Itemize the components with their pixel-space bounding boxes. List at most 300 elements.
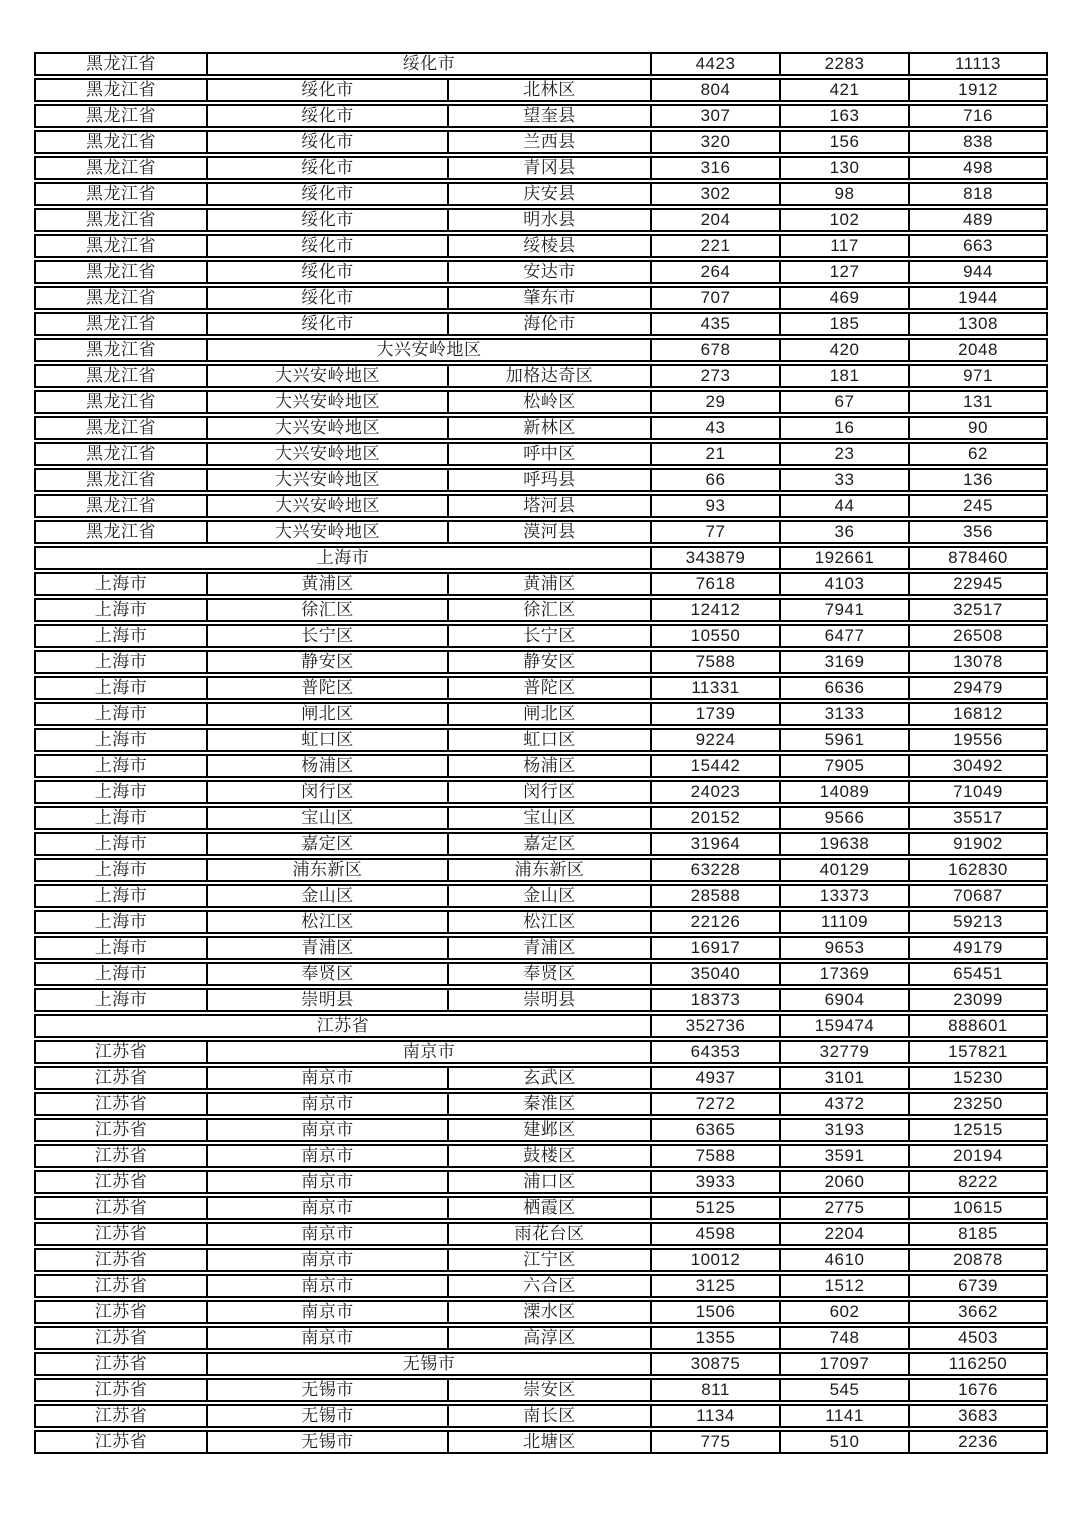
table-row bbox=[34, 1144, 1048, 1168]
city-cell: 虹口区 bbox=[206, 730, 447, 750]
value-cell-2: 33 bbox=[779, 470, 908, 490]
value-cell-3: 30492 bbox=[908, 756, 1046, 776]
value-cell-3: 4503 bbox=[908, 1328, 1046, 1348]
district-cell: 新林区 bbox=[447, 418, 650, 438]
district-cell: 虹口区 bbox=[447, 730, 650, 750]
value-cell-3: 70687 bbox=[908, 886, 1046, 906]
value-cell-3: 116250 bbox=[908, 1354, 1046, 1374]
value-cell-1: 20152 bbox=[650, 808, 779, 828]
value-cell-3: 2048 bbox=[908, 340, 1046, 360]
district-cell: 雨花台区 bbox=[447, 1224, 650, 1244]
value-cell-3: 35517 bbox=[908, 808, 1046, 828]
city-cell: 黄浦区 bbox=[206, 574, 447, 594]
value-cell-1: 15442 bbox=[650, 756, 779, 776]
district-cell: 浦口区 bbox=[447, 1172, 650, 1192]
district-cell: 普陀区 bbox=[447, 678, 650, 698]
value-cell-1: 3933 bbox=[650, 1172, 779, 1192]
table-row bbox=[34, 1066, 1048, 1090]
city-cell: 南京市 bbox=[206, 1120, 447, 1140]
table-row bbox=[34, 702, 1048, 726]
value-cell-2: 159474 bbox=[779, 1016, 908, 1036]
city-cell: 绥化市 bbox=[206, 184, 447, 204]
province-cell: 江苏省 bbox=[94, 1276, 148, 1295]
value-cell-2: 5961 bbox=[779, 730, 908, 750]
city-cell: 无锡市 bbox=[206, 1406, 447, 1426]
value-cell-3: 71049 bbox=[908, 782, 1046, 802]
table-row bbox=[34, 234, 1048, 258]
table-row bbox=[34, 338, 1048, 362]
city-cell: 嘉定区 bbox=[206, 834, 447, 854]
city-cell: 南京市 bbox=[206, 1250, 447, 1270]
province-cell: 上海市 bbox=[94, 704, 148, 723]
city-cell: 南京市 bbox=[206, 1146, 447, 1166]
value-cell-2: 32779 bbox=[779, 1042, 908, 1062]
district-cell: 金山区 bbox=[447, 886, 650, 906]
city-cell: 南京市 bbox=[206, 1172, 447, 1192]
value-cell-3: 131 bbox=[908, 392, 1046, 412]
value-cell-1: 273 bbox=[650, 366, 779, 386]
district-cell: 塔河县 bbox=[447, 496, 650, 516]
province-cell: 江苏省 bbox=[94, 1328, 148, 1347]
value-cell-3: 878460 bbox=[908, 548, 1046, 568]
province-cell: 江苏省 bbox=[94, 1302, 148, 1321]
province-cell: 黑龙江省 bbox=[86, 340, 156, 359]
value-cell-2: 1512 bbox=[779, 1276, 908, 1296]
table-row bbox=[34, 572, 1048, 596]
district-cell: 嘉定区 bbox=[447, 834, 650, 854]
value-cell-1: 21 bbox=[650, 444, 779, 464]
province-cell: 黑龙江省 bbox=[86, 392, 156, 411]
value-cell-1: 43 bbox=[650, 418, 779, 438]
table-row bbox=[34, 1274, 1048, 1298]
value-cell-3: 944 bbox=[908, 262, 1046, 282]
value-cell-3: 90 bbox=[908, 418, 1046, 438]
table-row bbox=[34, 754, 1048, 778]
value-cell-1: 7618 bbox=[650, 574, 779, 594]
value-cell-2: 4372 bbox=[779, 1094, 908, 1114]
value-cell-1: 204 bbox=[650, 210, 779, 230]
table-row bbox=[34, 156, 1048, 180]
value-cell-2: 17097 bbox=[779, 1354, 908, 1374]
province-cell: 江苏省 bbox=[94, 1380, 148, 1399]
value-cell-3: 16812 bbox=[908, 704, 1046, 724]
city-cell: 静安区 bbox=[206, 652, 447, 672]
value-cell-3: 26508 bbox=[908, 626, 1046, 646]
district-cell: 六合区 bbox=[447, 1276, 650, 1296]
city-cell: 大兴安岭地区 bbox=[206, 366, 447, 386]
value-cell-2: 6636 bbox=[779, 678, 908, 698]
value-cell-2: 469 bbox=[779, 288, 908, 308]
value-cell-3: 136 bbox=[908, 470, 1046, 490]
province-cell: 黑龙江省 bbox=[86, 444, 156, 463]
value-cell-2: 98 bbox=[779, 184, 908, 204]
value-cell-3: 1676 bbox=[908, 1380, 1046, 1400]
table-row bbox=[34, 1352, 1048, 1376]
district-cell: 江宁区 bbox=[447, 1250, 650, 1270]
value-cell-2: 36 bbox=[779, 522, 908, 542]
table-row bbox=[34, 1170, 1048, 1194]
value-cell-2: 6904 bbox=[779, 990, 908, 1010]
value-cell-3: 716 bbox=[908, 106, 1046, 126]
value-cell-1: 77 bbox=[650, 522, 779, 542]
value-cell-1: 1506 bbox=[650, 1302, 779, 1322]
value-cell-3: 838 bbox=[908, 132, 1046, 152]
city-cell: 绥化市 bbox=[206, 132, 447, 152]
city-cell: 南京市 bbox=[206, 1328, 447, 1348]
table-row bbox=[34, 858, 1048, 882]
value-cell-1: 18373 bbox=[650, 990, 779, 1010]
table-row bbox=[34, 1404, 1048, 1428]
district-cell: 栖霞区 bbox=[447, 1198, 650, 1218]
city-cell: 绥化市 bbox=[206, 158, 447, 178]
value-cell-2: 602 bbox=[779, 1302, 908, 1322]
table-row bbox=[34, 1014, 1048, 1038]
value-cell-1: 4937 bbox=[650, 1068, 779, 1088]
value-cell-3: 23099 bbox=[908, 990, 1046, 1010]
value-cell-3: 10615 bbox=[908, 1198, 1046, 1218]
city-cell: 无锡市 bbox=[206, 1380, 447, 1400]
province-cell: 黑龙江省 bbox=[86, 522, 156, 541]
value-cell-1: 7588 bbox=[650, 1146, 779, 1166]
value-cell-3: 356 bbox=[908, 522, 1046, 542]
city-cell: 绥化市 bbox=[206, 236, 447, 256]
value-cell-3: 49179 bbox=[908, 938, 1046, 958]
value-cell-3: 23250 bbox=[908, 1094, 1046, 1114]
city-cell: 闸北区 bbox=[206, 704, 447, 724]
value-cell-2: 748 bbox=[779, 1328, 908, 1348]
value-cell-3: 971 bbox=[908, 366, 1046, 386]
table-row bbox=[34, 520, 1048, 544]
value-cell-3: 29479 bbox=[908, 678, 1046, 698]
district-cell: 望奎县 bbox=[447, 106, 650, 126]
province-cell: 江苏省 bbox=[94, 1354, 148, 1373]
district-cell: 南长区 bbox=[447, 1406, 650, 1426]
district-cell: 徐汇区 bbox=[447, 600, 650, 620]
value-cell-3: 32517 bbox=[908, 600, 1046, 620]
value-cell-3: 65451 bbox=[908, 964, 1046, 984]
value-cell-2: 3193 bbox=[779, 1120, 908, 1140]
value-cell-1: 343879 bbox=[650, 548, 779, 568]
value-cell-1: 12412 bbox=[650, 600, 779, 620]
province-cell: 上海市 bbox=[94, 886, 148, 905]
value-cell-3: 888601 bbox=[908, 1016, 1046, 1036]
value-cell-3: 59213 bbox=[908, 912, 1046, 932]
value-cell-2: 163 bbox=[779, 106, 908, 126]
table-row bbox=[34, 1222, 1048, 1246]
value-cell-3: 3683 bbox=[908, 1406, 1046, 1426]
province-cell: 上海市 bbox=[94, 938, 148, 957]
region-total-cell: 上海市 bbox=[316, 548, 370, 567]
province-cell: 黑龙江省 bbox=[86, 236, 156, 255]
district-cell: 安达市 bbox=[447, 262, 650, 282]
table-row bbox=[34, 728, 1048, 752]
value-cell-1: 221 bbox=[650, 236, 779, 256]
province-cell: 上海市 bbox=[94, 834, 148, 853]
value-cell-1: 5125 bbox=[650, 1198, 779, 1218]
city-cell: 绥化市 bbox=[206, 210, 447, 230]
value-cell-2: 7905 bbox=[779, 756, 908, 776]
district-cell: 北塘区 bbox=[447, 1432, 650, 1452]
value-cell-1: 678 bbox=[650, 340, 779, 360]
city-cell: 金山区 bbox=[206, 886, 447, 906]
district-cell: 闸北区 bbox=[447, 704, 650, 724]
province-cell: 上海市 bbox=[94, 600, 148, 619]
value-cell-1: 31964 bbox=[650, 834, 779, 854]
district-cell: 庆安县 bbox=[447, 184, 650, 204]
value-cell-1: 63228 bbox=[650, 860, 779, 880]
value-cell-2: 421 bbox=[779, 80, 908, 100]
district-cell: 加格达奇区 bbox=[447, 366, 650, 386]
table-row bbox=[34, 1378, 1048, 1402]
value-cell-2: 17369 bbox=[779, 964, 908, 984]
city-cell: 闵行区 bbox=[206, 782, 447, 802]
city-cell: 大兴安岭地区 bbox=[206, 418, 447, 438]
district-cell: 鼓楼区 bbox=[447, 1146, 650, 1166]
value-cell-2: 2283 bbox=[779, 54, 908, 74]
value-cell-2: 117 bbox=[779, 236, 908, 256]
district-cell: 崇安区 bbox=[447, 1380, 650, 1400]
value-cell-2: 19638 bbox=[779, 834, 908, 854]
region-total-cell: 江苏省 bbox=[316, 1016, 370, 1035]
value-cell-3: 3662 bbox=[908, 1302, 1046, 1322]
province-cell: 江苏省 bbox=[94, 1198, 148, 1217]
city-cell: 大兴安岭地区 bbox=[206, 522, 447, 542]
value-cell-1: 6365 bbox=[650, 1120, 779, 1140]
city-cell: 奉贤区 bbox=[206, 964, 447, 984]
value-cell-1: 9224 bbox=[650, 730, 779, 750]
value-cell-3: 20194 bbox=[908, 1146, 1046, 1166]
value-cell-2: 130 bbox=[779, 158, 908, 178]
province-cell: 黑龙江省 bbox=[86, 106, 156, 125]
district-cell: 海伦市 bbox=[447, 314, 650, 334]
value-cell-1: 804 bbox=[650, 80, 779, 100]
district-cell: 青冈县 bbox=[447, 158, 650, 178]
value-cell-1: 307 bbox=[650, 106, 779, 126]
value-cell-2: 7941 bbox=[779, 600, 908, 620]
province-cell: 江苏省 bbox=[94, 1224, 148, 1243]
table-row bbox=[34, 832, 1048, 856]
value-cell-3: 818 bbox=[908, 184, 1046, 204]
value-cell-3: 15230 bbox=[908, 1068, 1046, 1088]
table-row bbox=[34, 1040, 1048, 1064]
value-cell-1: 22126 bbox=[650, 912, 779, 932]
district-cell: 呼中区 bbox=[447, 444, 650, 464]
table-row bbox=[34, 52, 1048, 76]
value-cell-2: 3133 bbox=[779, 704, 908, 724]
province-cell: 江苏省 bbox=[94, 1094, 148, 1113]
value-cell-1: 7272 bbox=[650, 1094, 779, 1114]
value-cell-2: 23 bbox=[779, 444, 908, 464]
value-cell-3: 663 bbox=[908, 236, 1046, 256]
table-row bbox=[34, 208, 1048, 232]
value-cell-1: 7588 bbox=[650, 652, 779, 672]
province-cell: 上海市 bbox=[94, 730, 148, 749]
value-cell-1: 30875 bbox=[650, 1354, 779, 1374]
value-cell-3: 245 bbox=[908, 496, 1046, 516]
city-cell: 青浦区 bbox=[206, 938, 447, 958]
table-row bbox=[34, 468, 1048, 492]
value-cell-1: 811 bbox=[650, 1380, 779, 1400]
value-cell-2: 9653 bbox=[779, 938, 908, 958]
province-cell: 黑龙江省 bbox=[86, 314, 156, 333]
table-row bbox=[34, 936, 1048, 960]
province-cell: 上海市 bbox=[94, 652, 148, 671]
city-cell: 南京市 bbox=[206, 1302, 447, 1322]
district-cell: 建邺区 bbox=[447, 1120, 650, 1140]
table-row bbox=[34, 780, 1048, 804]
value-cell-1: 1739 bbox=[650, 704, 779, 724]
city-cell: 杨浦区 bbox=[206, 756, 447, 776]
city-cell: 普陀区 bbox=[206, 678, 447, 698]
city-total-cell: 大兴安岭地区 bbox=[206, 340, 650, 360]
district-cell: 溧水区 bbox=[447, 1302, 650, 1322]
province-cell: 上海市 bbox=[94, 782, 148, 801]
district-cell: 青浦区 bbox=[447, 938, 650, 958]
province-cell: 黑龙江省 bbox=[86, 288, 156, 307]
value-cell-3: 498 bbox=[908, 158, 1046, 178]
value-cell-1: 1134 bbox=[650, 1406, 779, 1426]
value-cell-2: 127 bbox=[779, 262, 908, 282]
city-cell: 南京市 bbox=[206, 1224, 447, 1244]
district-cell: 高淳区 bbox=[447, 1328, 650, 1348]
value-cell-2: 3591 bbox=[779, 1146, 908, 1166]
province-cell: 江苏省 bbox=[94, 1042, 148, 1061]
value-cell-2: 2060 bbox=[779, 1172, 908, 1192]
value-cell-3: 6739 bbox=[908, 1276, 1046, 1296]
city-cell: 徐汇区 bbox=[206, 600, 447, 620]
value-cell-1: 3125 bbox=[650, 1276, 779, 1296]
value-cell-3: 489 bbox=[908, 210, 1046, 230]
value-cell-2: 192661 bbox=[779, 548, 908, 568]
table-row bbox=[34, 676, 1048, 700]
province-cell: 上海市 bbox=[94, 756, 148, 775]
province-cell: 上海市 bbox=[94, 860, 148, 879]
value-cell-1: 775 bbox=[650, 1432, 779, 1452]
district-cell: 长宁区 bbox=[447, 626, 650, 646]
table-row bbox=[34, 78, 1048, 102]
province-cell: 上海市 bbox=[94, 964, 148, 983]
district-cell: 北林区 bbox=[447, 80, 650, 100]
value-cell-1: 11331 bbox=[650, 678, 779, 698]
table-row bbox=[34, 130, 1048, 154]
table-row bbox=[34, 1118, 1048, 1142]
value-cell-3: 8185 bbox=[908, 1224, 1046, 1244]
value-cell-1: 64353 bbox=[650, 1042, 779, 1062]
city-cell: 南京市 bbox=[206, 1094, 447, 1114]
city-total-cell: 无锡市 bbox=[206, 1354, 650, 1374]
province-cell: 江苏省 bbox=[94, 1250, 148, 1269]
district-cell: 明水县 bbox=[447, 210, 650, 230]
value-cell-2: 40129 bbox=[779, 860, 908, 880]
data-table bbox=[34, 52, 1048, 1456]
value-cell-3: 91902 bbox=[908, 834, 1046, 854]
province-cell: 江苏省 bbox=[94, 1406, 148, 1425]
value-cell-1: 10550 bbox=[650, 626, 779, 646]
value-cell-1: 29 bbox=[650, 392, 779, 412]
province-cell: 上海市 bbox=[94, 912, 148, 931]
city-cell: 绥化市 bbox=[206, 314, 447, 334]
value-cell-2: 11109 bbox=[779, 912, 908, 932]
value-cell-1: 16917 bbox=[650, 938, 779, 958]
value-cell-3: 20878 bbox=[908, 1250, 1046, 1270]
table-row bbox=[34, 598, 1048, 622]
value-cell-2: 16 bbox=[779, 418, 908, 438]
province-cell: 黑龙江省 bbox=[86, 418, 156, 437]
value-cell-1: 24023 bbox=[650, 782, 779, 802]
district-cell: 兰西县 bbox=[447, 132, 650, 152]
district-cell: 漠河县 bbox=[447, 522, 650, 542]
province-cell: 黑龙江省 bbox=[86, 210, 156, 229]
table-row bbox=[34, 1430, 1048, 1454]
district-cell: 绥棱县 bbox=[447, 236, 650, 256]
value-cell-3: 22945 bbox=[908, 574, 1046, 594]
table-row bbox=[34, 806, 1048, 830]
value-cell-1: 352736 bbox=[650, 1016, 779, 1036]
value-cell-2: 3169 bbox=[779, 652, 908, 672]
province-cell: 江苏省 bbox=[94, 1068, 148, 1087]
province-cell: 上海市 bbox=[94, 626, 148, 645]
value-cell-3: 12515 bbox=[908, 1120, 1046, 1140]
value-cell-1: 4598 bbox=[650, 1224, 779, 1244]
province-cell: 黑龙江省 bbox=[86, 470, 156, 489]
table-row bbox=[34, 312, 1048, 336]
city-total-cell: 南京市 bbox=[206, 1042, 650, 1062]
province-cell: 黑龙江省 bbox=[86, 184, 156, 203]
district-cell: 呼玛县 bbox=[447, 470, 650, 490]
city-cell: 宝山区 bbox=[206, 808, 447, 828]
district-cell: 秦淮区 bbox=[447, 1094, 650, 1114]
district-cell: 肇东市 bbox=[447, 288, 650, 308]
value-cell-3: 162830 bbox=[908, 860, 1046, 880]
province-cell: 黑龙江省 bbox=[86, 366, 156, 385]
value-cell-1: 10012 bbox=[650, 1250, 779, 1270]
city-cell: 大兴安岭地区 bbox=[206, 470, 447, 490]
city-cell: 大兴安岭地区 bbox=[206, 496, 447, 516]
table-row bbox=[34, 390, 1048, 414]
value-cell-3: 8222 bbox=[908, 1172, 1046, 1192]
value-cell-1: 316 bbox=[650, 158, 779, 178]
city-cell: 绥化市 bbox=[206, 288, 447, 308]
value-cell-1: 1355 bbox=[650, 1328, 779, 1348]
province-cell: 黑龙江省 bbox=[86, 496, 156, 515]
value-cell-2: 156 bbox=[779, 132, 908, 152]
value-cell-2: 2204 bbox=[779, 1224, 908, 1244]
table-row bbox=[34, 494, 1048, 518]
value-cell-3: 1944 bbox=[908, 288, 1046, 308]
table-row bbox=[34, 260, 1048, 284]
province-cell: 上海市 bbox=[94, 574, 148, 593]
table-row bbox=[34, 884, 1048, 908]
value-cell-1: 302 bbox=[650, 184, 779, 204]
value-cell-2: 2775 bbox=[779, 1198, 908, 1218]
table-row bbox=[34, 1196, 1048, 1220]
table-row bbox=[34, 364, 1048, 388]
province-cell: 江苏省 bbox=[94, 1120, 148, 1139]
province-cell: 上海市 bbox=[94, 678, 148, 697]
value-cell-1: 4423 bbox=[650, 54, 779, 74]
city-cell: 南京市 bbox=[206, 1198, 447, 1218]
value-cell-1: 66 bbox=[650, 470, 779, 490]
value-cell-3: 11113 bbox=[908, 54, 1046, 74]
value-cell-3: 1912 bbox=[908, 80, 1046, 100]
province-cell: 黑龙江省 bbox=[86, 158, 156, 177]
value-cell-2: 6477 bbox=[779, 626, 908, 646]
value-cell-3: 2236 bbox=[908, 1432, 1046, 1452]
table-row bbox=[34, 1092, 1048, 1116]
province-cell: 上海市 bbox=[94, 808, 148, 827]
city-cell: 绥化市 bbox=[206, 106, 447, 126]
value-cell-2: 3101 bbox=[779, 1068, 908, 1088]
